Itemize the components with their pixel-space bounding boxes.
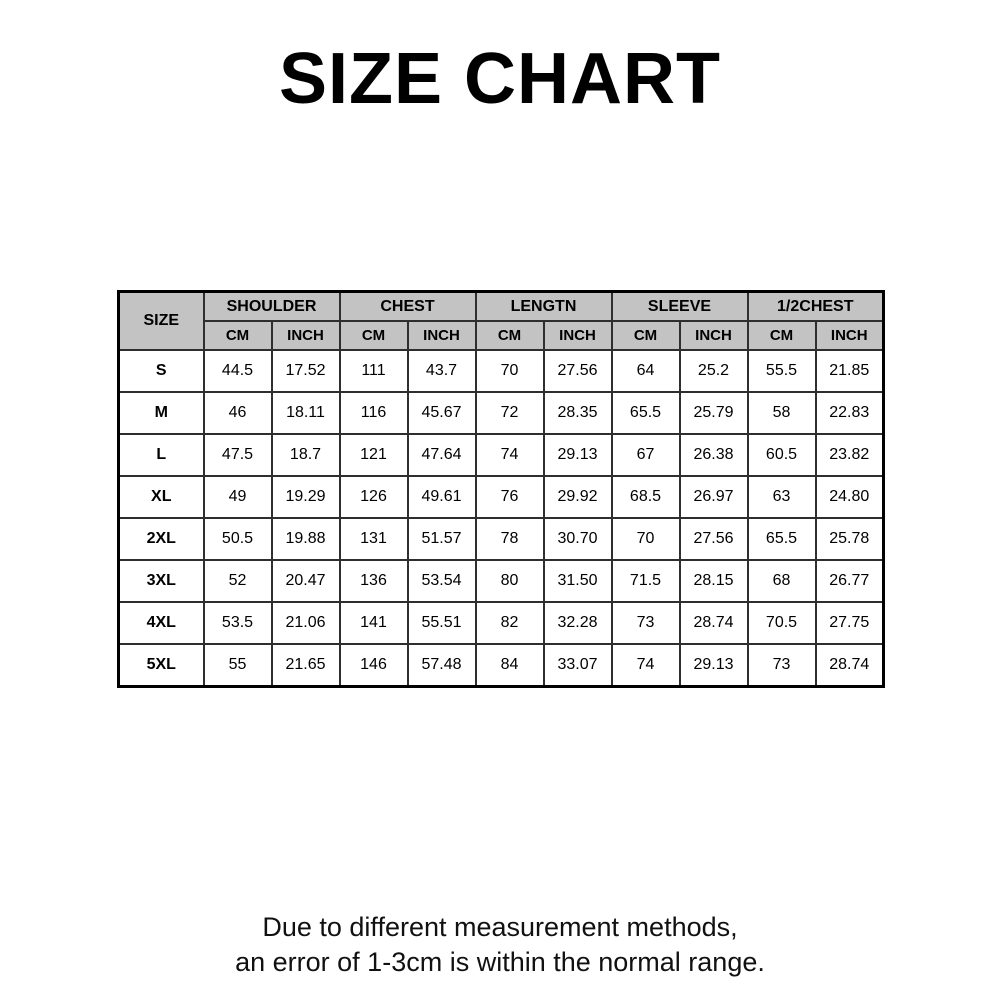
measurement-value: 53.54 bbox=[408, 560, 476, 602]
measurement-value: 52 bbox=[204, 560, 272, 602]
measurement-value: 26.77 bbox=[816, 560, 884, 602]
measurement-value: 84 bbox=[476, 644, 544, 686]
measurement-value: 25.2 bbox=[680, 350, 748, 392]
measurement-value: 50.5 bbox=[204, 518, 272, 560]
measurement-value: 19.29 bbox=[272, 476, 340, 518]
size-row-l bbox=[119, 434, 884, 476]
measurement-value: 19.88 bbox=[272, 518, 340, 560]
unit-header-shoulder-cm: CM bbox=[204, 321, 272, 350]
unit-header-chest-cm: CM bbox=[340, 321, 408, 350]
page-title: SIZE CHART bbox=[279, 39, 721, 119]
size-row-5xl bbox=[119, 644, 884, 686]
group-header-sleeve: SLEEVE bbox=[612, 292, 748, 322]
measurement-value: 28.74 bbox=[816, 644, 884, 686]
measurement-value: 18.11 bbox=[272, 392, 340, 434]
measurement-value: 25.79 bbox=[680, 392, 748, 434]
measurement-value: 17.52 bbox=[272, 350, 340, 392]
unit-header-sleeve-cm: CM bbox=[612, 321, 680, 350]
measurement-value: 29.92 bbox=[544, 476, 612, 518]
group-header-lengtn: LENGTN bbox=[476, 292, 612, 322]
measurement-value: 111 bbox=[340, 350, 408, 392]
unit-header-shoulder-inch: INCH bbox=[272, 321, 340, 350]
measurement-value: 76 bbox=[476, 476, 544, 518]
measurement-value: 74 bbox=[612, 644, 680, 686]
size-row-s bbox=[119, 350, 884, 392]
measurement-value: 146 bbox=[340, 644, 408, 686]
unit-header-sleeve-inch: INCH bbox=[680, 321, 748, 350]
size-column-header: SIZE bbox=[119, 292, 204, 351]
measurement-value: 64 bbox=[612, 350, 680, 392]
size-row-2xl bbox=[119, 518, 884, 560]
measurement-disclaimer bbox=[0, 910, 1000, 980]
measurement-value: 78 bbox=[476, 518, 544, 560]
measurement-value: 27.56 bbox=[680, 518, 748, 560]
size-label-4xl: 4XL bbox=[119, 602, 204, 644]
measurement-value: 45.67 bbox=[408, 392, 476, 434]
measurement-value: 24.80 bbox=[816, 476, 884, 518]
unit-header-1-2chest-inch: INCH bbox=[816, 321, 884, 350]
measurement-value: 67 bbox=[612, 434, 680, 476]
unit-row bbox=[119, 321, 884, 350]
measurement-value: 21.06 bbox=[272, 602, 340, 644]
measurement-value: 68 bbox=[748, 560, 816, 602]
measurement-value: 49 bbox=[204, 476, 272, 518]
group-header-1-2chest: 1/2CHEST bbox=[748, 292, 884, 322]
size-label-3xl: 3XL bbox=[119, 560, 204, 602]
size-row-m bbox=[119, 392, 884, 434]
measurement-value: 55 bbox=[204, 644, 272, 686]
measurement-value: 72 bbox=[476, 392, 544, 434]
measurement-value: 44.5 bbox=[204, 350, 272, 392]
measurement-value: 30.70 bbox=[544, 518, 612, 560]
measurement-value: 32.28 bbox=[544, 602, 612, 644]
size-label-xl: XL bbox=[119, 476, 204, 518]
measurement-value: 71.5 bbox=[612, 560, 680, 602]
table-body bbox=[119, 350, 884, 686]
measurement-value: 49.61 bbox=[408, 476, 476, 518]
measurement-value: 28.74 bbox=[680, 602, 748, 644]
measurement-value: 47.64 bbox=[408, 434, 476, 476]
measurement-value: 27.56 bbox=[544, 350, 612, 392]
measurement-value: 33.07 bbox=[544, 644, 612, 686]
unit-header-lengtn-inch: INCH bbox=[544, 321, 612, 350]
measurement-value: 63 bbox=[748, 476, 816, 518]
measurement-value: 70 bbox=[612, 518, 680, 560]
measurement-value: 22.83 bbox=[816, 392, 884, 434]
measurement-value: 43.7 bbox=[408, 350, 476, 392]
disclaimer-line-1: Due to different measurement methods, bbox=[262, 912, 738, 942]
measurement-value: 60.5 bbox=[748, 434, 816, 476]
measurement-value: 141 bbox=[340, 602, 408, 644]
measurement-value: 46 bbox=[204, 392, 272, 434]
measurement-value: 57.48 bbox=[408, 644, 476, 686]
measurement-value: 73 bbox=[612, 602, 680, 644]
table-header bbox=[119, 292, 884, 351]
size-label-m: M bbox=[119, 392, 204, 434]
size-label-s: S bbox=[119, 350, 204, 392]
measurement-value: 121 bbox=[340, 434, 408, 476]
unit-header-1-2chest-cm: CM bbox=[748, 321, 816, 350]
measurement-value: 51.57 bbox=[408, 518, 476, 560]
measurement-value: 131 bbox=[340, 518, 408, 560]
measurement-value: 31.50 bbox=[544, 560, 612, 602]
group-header-shoulder: SHOULDER bbox=[204, 292, 340, 322]
measurement-value: 70 bbox=[476, 350, 544, 392]
measurement-value: 20.47 bbox=[272, 560, 340, 602]
measurement-value: 136 bbox=[340, 560, 408, 602]
unit-header-lengtn-cm: CM bbox=[476, 321, 544, 350]
measurement-value: 23.82 bbox=[816, 434, 884, 476]
measurement-group-row bbox=[119, 292, 884, 322]
measurement-value: 68.5 bbox=[612, 476, 680, 518]
measurement-value: 65.5 bbox=[612, 392, 680, 434]
measurement-value: 73 bbox=[748, 644, 816, 686]
measurement-value: 74 bbox=[476, 434, 544, 476]
unit-header-chest-inch: INCH bbox=[408, 321, 476, 350]
measurement-value: 21.65 bbox=[272, 644, 340, 686]
measurement-value: 53.5 bbox=[204, 602, 272, 644]
measurement-value: 26.38 bbox=[680, 434, 748, 476]
measurement-value: 55.51 bbox=[408, 602, 476, 644]
measurement-value: 28.15 bbox=[680, 560, 748, 602]
disclaimer-line-2: an error of 1-3cm is within the normal range. bbox=[235, 947, 765, 978]
size-label-l: L bbox=[119, 434, 204, 476]
measurement-value: 65.5 bbox=[748, 518, 816, 560]
measurement-value: 29.13 bbox=[544, 434, 612, 476]
measurement-value: 70.5 bbox=[748, 602, 816, 644]
measurement-value: 58 bbox=[748, 392, 816, 434]
size-label-5xl: 5XL bbox=[119, 644, 204, 686]
size-row-xl bbox=[119, 476, 884, 518]
size-chart-table bbox=[117, 290, 885, 688]
measurement-value: 29.13 bbox=[680, 644, 748, 686]
measurement-value: 116 bbox=[340, 392, 408, 434]
size-row-4xl bbox=[119, 602, 884, 644]
measurement-value: 18.7 bbox=[272, 434, 340, 476]
measurement-value: 27.75 bbox=[816, 602, 884, 644]
size-chart-container bbox=[117, 290, 885, 688]
measurement-value: 28.35 bbox=[544, 392, 612, 434]
measurement-value: 82 bbox=[476, 602, 544, 644]
measurement-value: 55.5 bbox=[748, 350, 816, 392]
measurement-value: 80 bbox=[476, 560, 544, 602]
measurement-value: 21.85 bbox=[816, 350, 884, 392]
size-row-3xl bbox=[119, 560, 884, 602]
measurement-value: 126 bbox=[340, 476, 408, 518]
measurement-value: 47.5 bbox=[204, 434, 272, 476]
group-header-chest: CHEST bbox=[340, 292, 476, 322]
measurement-value: 26.97 bbox=[680, 476, 748, 518]
size-label-2xl: 2XL bbox=[119, 518, 204, 560]
measurement-value: 25.78 bbox=[816, 518, 884, 560]
